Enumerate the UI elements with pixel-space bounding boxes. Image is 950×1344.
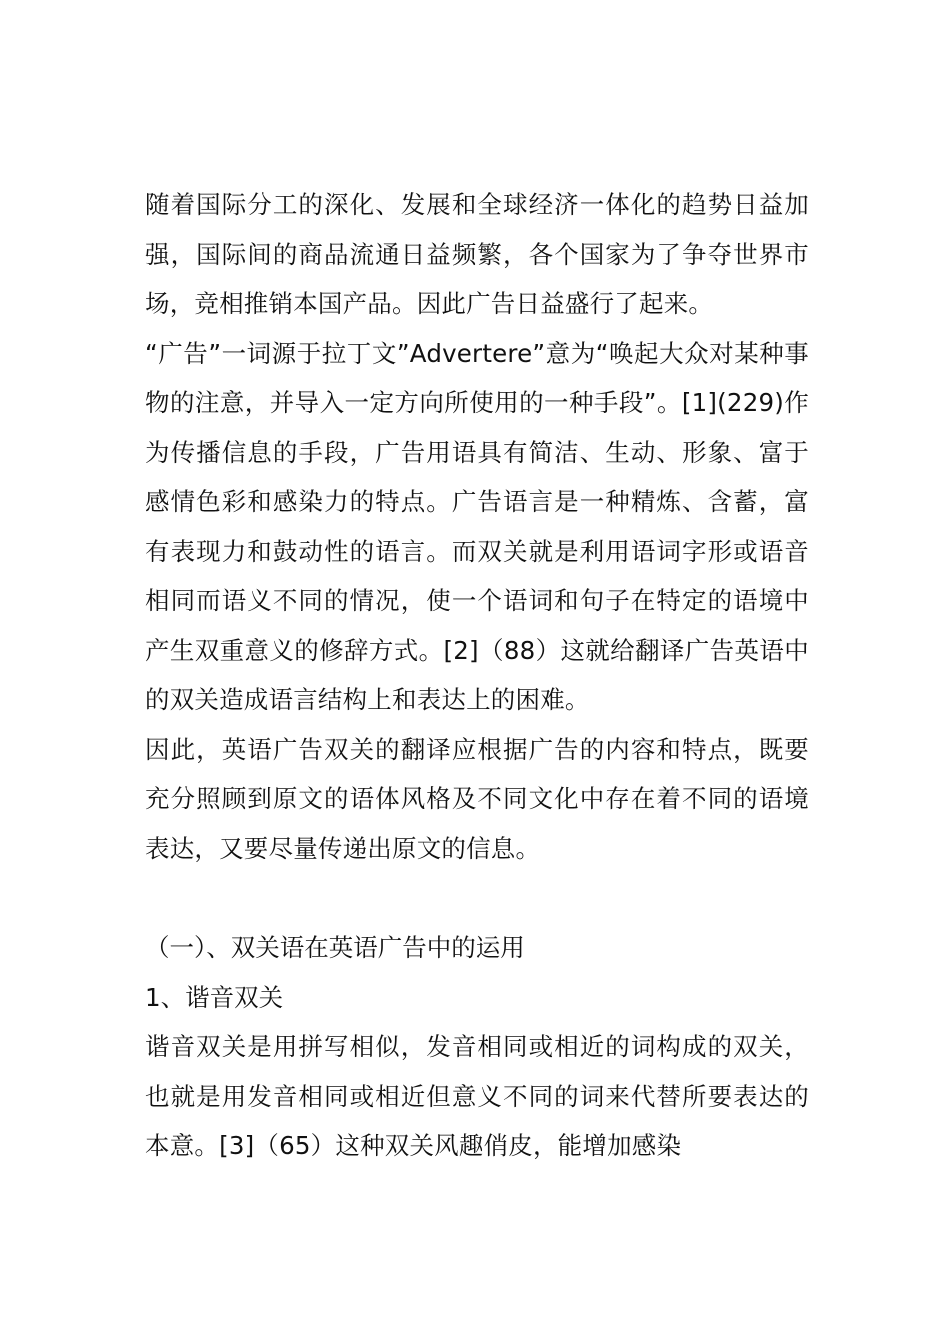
conclusion-paragraph: 因此，英语广告双关的翻译应根据广告的内容和特点，既要充分照顾到原文的语体风格及不同文化中存在着不同的语境表达，又要尽量传递出原文的信息。: [145, 734, 809, 863]
section-paragraph: 谐音双关是用拼写相似，发音相同或相近的词构成的双关，也就是用发音相同或相近但意义不同的词来代替所要表达的本意。[3]（65）这种双关风趣俏皮，能增加感染: [145, 1032, 809, 1160]
document-page: [145, 180, 809, 1171]
subsection-heading: 1、谐音双关: [145, 982, 284, 1012]
definition-paragraph: “广告”一词源于拉丁文”Advertere”意为“唤起大众对某种事物的注意，并导入一定方向所使用的一种手段”。[1](229)作为传播信息的手段，广告用语具有简洁、生动、形象、富于感情色彩和感染力的特点。广告语言是一种精炼、含蓄，富有表现力和鼓动性的语言。而双关就是利用语词字形或语音相同而语义不同的情况，使一个语词和句子在特定的语境中产生双重意义的修辞方式。[2]（88）这就给翻译广告英语中的双关造成语言结构上和表达上的困难。: [145, 338, 809, 714]
section-spacer: [145, 873, 809, 923]
intro-paragraph: 随着国际分工的深化、发展和全球经济一体化的趋势日益加强，国际间的商品流通日益频繁，各个国家为了争夺世界市场，竞相推销本国产品。因此广告日益盛行了起来。: [145, 190, 809, 318]
section-heading: （一）、双关语在英语广告中的运用: [145, 933, 525, 962]
